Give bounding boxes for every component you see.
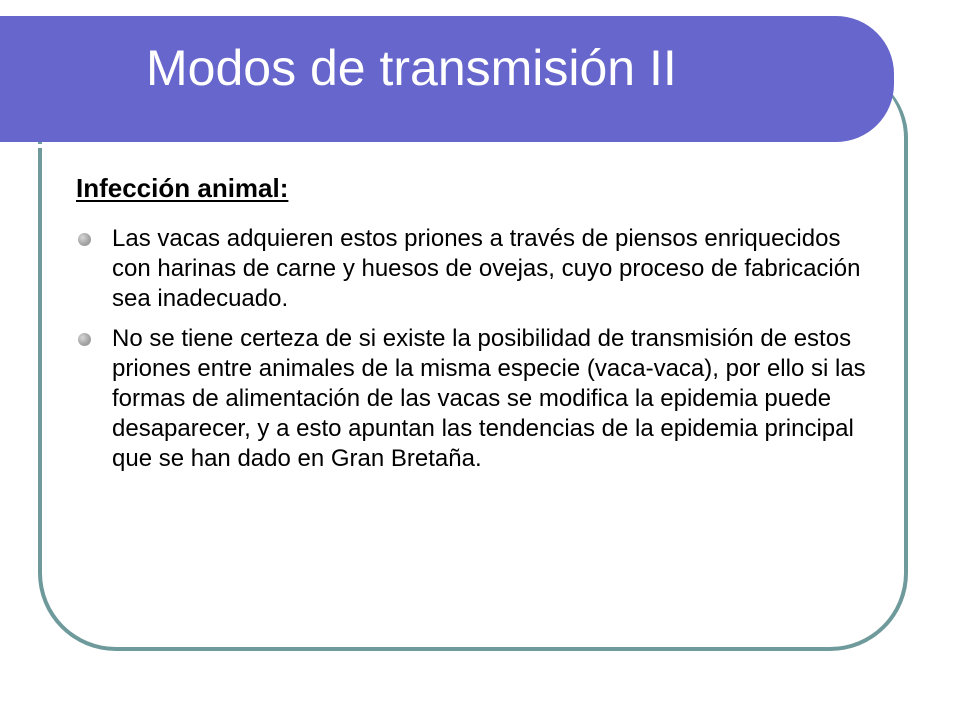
bullet-icon [78, 233, 91, 246]
bullet-list [76, 224, 866, 484]
bullet-text: Las vacas adquieren estos priones a través de piensos enriquecidos con harinas de carne y huesos de ovejas, cuyo proceso de fabricación sea inadecuado. [112, 225, 861, 312]
bullet-icon [78, 333, 91, 346]
section-heading: Infección animal: [76, 173, 289, 203]
bullet-text: No se tiene certeza de si existe la posibilidad de transmisión de estos priones entre animales de la misma especie (vaca-vaca), por ello si las formas de alimentación de las vacas se modifica la epidemia puede desaparecer, y a esto apuntan las tendencias de la epidemia principal que se han dado en Gran Bretaña. [112, 325, 866, 472]
slide-title: Modos de transmisión II [146, 40, 677, 96]
title-underline [0, 144, 848, 148]
bullet-item [76, 324, 866, 474]
bullet-item [76, 224, 866, 314]
